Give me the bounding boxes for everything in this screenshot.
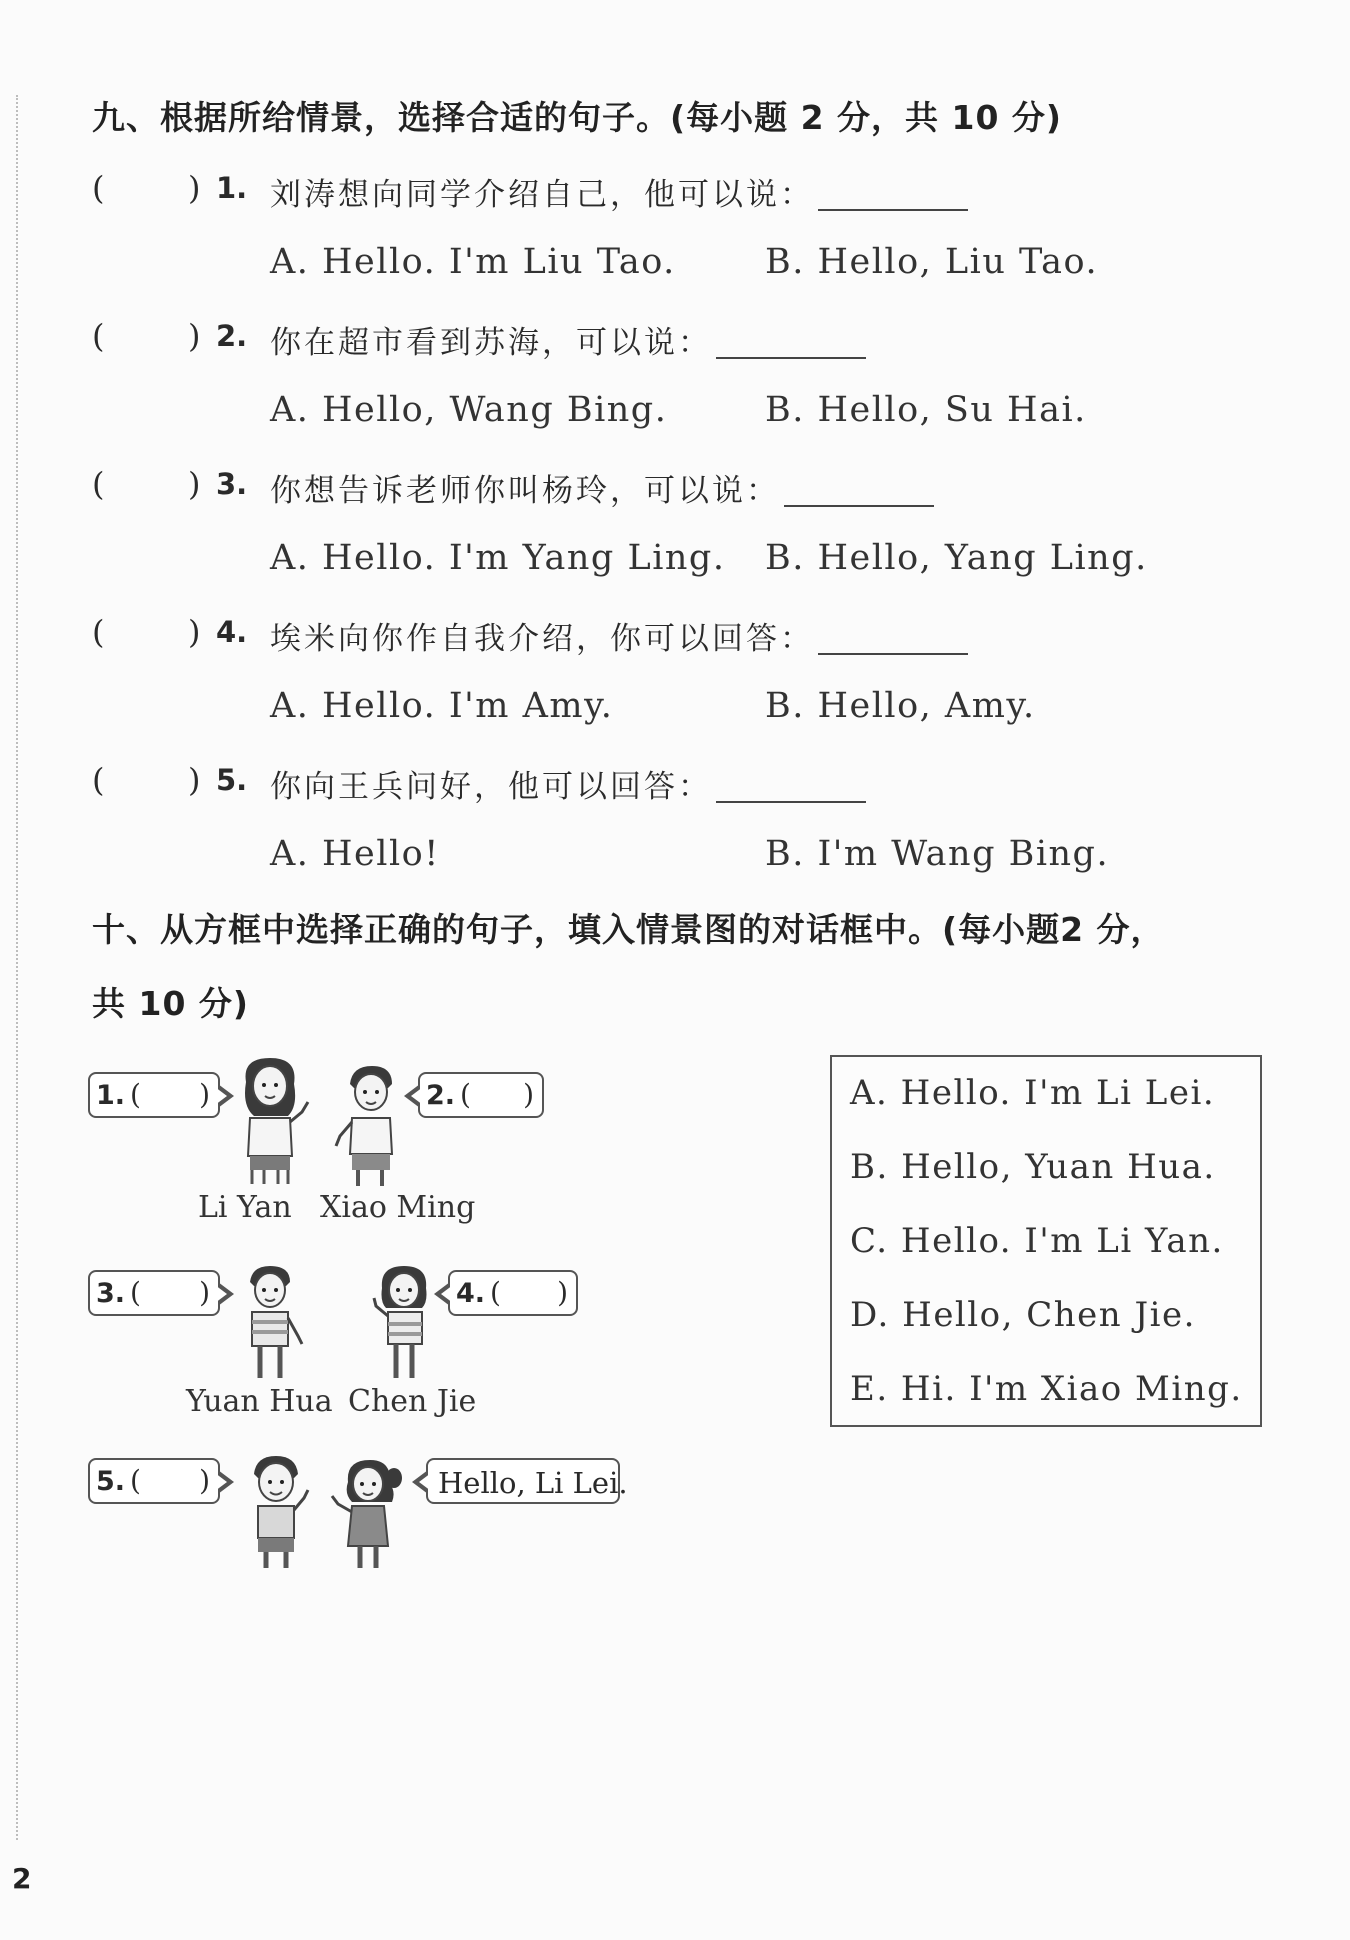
answer-blank[interactable] bbox=[716, 327, 866, 359]
option-row bbox=[270, 238, 1270, 288]
section-10-title-line2: 共 10 分) bbox=[92, 984, 249, 1023]
name-label-xiao-ming: Xiao Ming bbox=[320, 1190, 476, 1225]
option-a: A. Hello. I'm Liu Tao. bbox=[270, 242, 676, 282]
answer-paren-right: ) bbox=[188, 613, 201, 651]
question-prompt-text: 刘涛想向同学介绍自己，他可以说： bbox=[270, 177, 814, 213]
question-prompt-text: 你想告诉老师你叫杨玲，可以说： bbox=[270, 473, 780, 509]
answer-paren-left: ( bbox=[92, 169, 105, 207]
bubble-tail bbox=[404, 1084, 420, 1108]
answer-paren-left: ( bbox=[92, 613, 105, 651]
dialogue-bubble-2[interactable] bbox=[418, 1072, 544, 1118]
page-number: 2 bbox=[12, 1862, 32, 1895]
answer-paren-right: ) bbox=[188, 465, 201, 503]
bubble-tail bbox=[434, 1282, 450, 1306]
options-box bbox=[830, 1055, 1262, 1427]
question-number: 5. bbox=[216, 763, 248, 797]
bubble-number: 5. bbox=[96, 1466, 126, 1497]
answer-paren-right: ) bbox=[188, 169, 201, 207]
dialogue-bubble-5[interactable] bbox=[88, 1458, 220, 1504]
option-b: B. Hello, Amy. bbox=[765, 686, 1036, 726]
answer-blank[interactable] bbox=[716, 771, 866, 803]
name-label-li-yan: Li Yan bbox=[198, 1190, 292, 1225]
question-prompt bbox=[270, 761, 866, 806]
question-number: 2. bbox=[216, 319, 248, 353]
answer-paren-left: ( bbox=[92, 317, 105, 355]
option-row bbox=[270, 386, 1270, 436]
question-prompt bbox=[270, 613, 968, 658]
girl-li-yan-illustration bbox=[228, 1052, 314, 1188]
option-a: A. Hello, Wang Bing. bbox=[270, 390, 668, 430]
question-row bbox=[92, 311, 1242, 361]
answer-paren-right: ) bbox=[188, 761, 201, 799]
option-a: A. Hello. I'm Amy. bbox=[270, 686, 614, 726]
question-prompt bbox=[270, 169, 968, 214]
bubble-tail bbox=[218, 1470, 234, 1494]
bubble-tail bbox=[412, 1470, 428, 1494]
option-a: A. Hello. I'm Yang Ling. bbox=[270, 538, 726, 578]
girl-chen-jie-illustration bbox=[366, 1262, 442, 1380]
question-prompt-text: 你在超市看到苏海，可以说： bbox=[270, 325, 712, 361]
bubble-paren-left: ( bbox=[130, 1078, 141, 1111]
question-row bbox=[92, 459, 1242, 509]
dialogue-bubble-4[interactable] bbox=[448, 1270, 578, 1316]
name-label-chen-jie: Chen Jie bbox=[348, 1384, 477, 1419]
bubble-paren-left: ( bbox=[130, 1464, 141, 1497]
box-option-a: A. Hello. I'm Li Lei. bbox=[850, 1073, 1216, 1113]
bubble-paren-left: ( bbox=[130, 1276, 141, 1309]
option-b: B. Hello, Su Hai. bbox=[765, 390, 1087, 430]
binding-margin-line bbox=[16, 95, 18, 1840]
bubble-paren-right: ) bbox=[199, 1276, 210, 1309]
answer-blank[interactable] bbox=[818, 623, 968, 655]
answer-blank[interactable] bbox=[784, 475, 934, 507]
question-prompt bbox=[270, 317, 866, 362]
question-row bbox=[92, 755, 1242, 805]
bubble-number: 4. bbox=[456, 1278, 486, 1309]
bubble-paren-left: ( bbox=[460, 1078, 471, 1111]
box-option-d: D. Hello, Chen Jie. bbox=[850, 1295, 1196, 1335]
boy-li-lei-illustration bbox=[236, 1452, 316, 1570]
bubble-paren-right: ) bbox=[199, 1078, 210, 1111]
bubble-paren-right: ) bbox=[199, 1464, 210, 1497]
bubble-number: 3. bbox=[96, 1278, 126, 1309]
question-prompt bbox=[270, 465, 934, 510]
answer-paren-left: ( bbox=[92, 761, 105, 799]
question-prompt-text: 埃米向你作自我介绍，你可以回答： bbox=[270, 621, 814, 657]
question-prompt-text: 你向王兵问好，他可以回答： bbox=[270, 769, 712, 805]
option-row bbox=[270, 682, 1270, 732]
option-a: A. Hello! bbox=[270, 834, 440, 874]
option-b: B. Hello, Yang Ling. bbox=[765, 538, 1148, 578]
answer-blank[interactable] bbox=[818, 179, 968, 211]
name-label-yuan-hua: Yuan Hua bbox=[186, 1384, 333, 1419]
option-b: B. I'm Wang Bing. bbox=[765, 834, 1110, 874]
bubble-paren-right: ) bbox=[523, 1078, 534, 1111]
boy-xiao-ming-illustration bbox=[330, 1062, 410, 1188]
box-option-e: E. Hi. I'm Xiao Ming. bbox=[850, 1369, 1243, 1409]
question-number: 3. bbox=[216, 467, 248, 501]
bubble-number: 2. bbox=[426, 1080, 456, 1111]
bubble-number: 1. bbox=[96, 1080, 126, 1111]
section-9-title: 九、根据所给情景，选择合适的句子。(每小题 2 分，共 10 分) bbox=[92, 98, 1063, 137]
box-option-c: C. Hello. I'm Li Yan. bbox=[850, 1221, 1224, 1261]
option-b: B. Hello, Liu Tao. bbox=[765, 242, 1099, 282]
option-row bbox=[270, 534, 1270, 584]
girl-illustration bbox=[326, 1456, 406, 1570]
question-number: 4. bbox=[216, 615, 248, 649]
bubble-paren-left: ( bbox=[490, 1276, 501, 1309]
box-option-b: B. Hello, Yuan Hua. bbox=[850, 1147, 1216, 1187]
boy-yuan-hua-illustration bbox=[232, 1262, 308, 1380]
question-row bbox=[92, 163, 1242, 213]
answer-paren-left: ( bbox=[92, 465, 105, 503]
option-row bbox=[270, 830, 1270, 880]
answer-paren-right: ) bbox=[188, 317, 201, 355]
dialogue-bubble-3[interactable] bbox=[88, 1270, 220, 1316]
dialogue-bubble-1[interactable] bbox=[88, 1072, 220, 1118]
question-number: 1. bbox=[216, 171, 248, 205]
reply-bubble-hello-li-lei bbox=[426, 1458, 628, 1504]
question-row bbox=[92, 607, 1242, 657]
section-10-title-line1: 十、从方框中选择正确的句子，填入情景图的对话框中。(每小题2 分， bbox=[92, 910, 1165, 949]
bubble-paren-right: ) bbox=[557, 1276, 568, 1309]
reply-text: Hello, Li Lei. bbox=[438, 1466, 628, 1500]
